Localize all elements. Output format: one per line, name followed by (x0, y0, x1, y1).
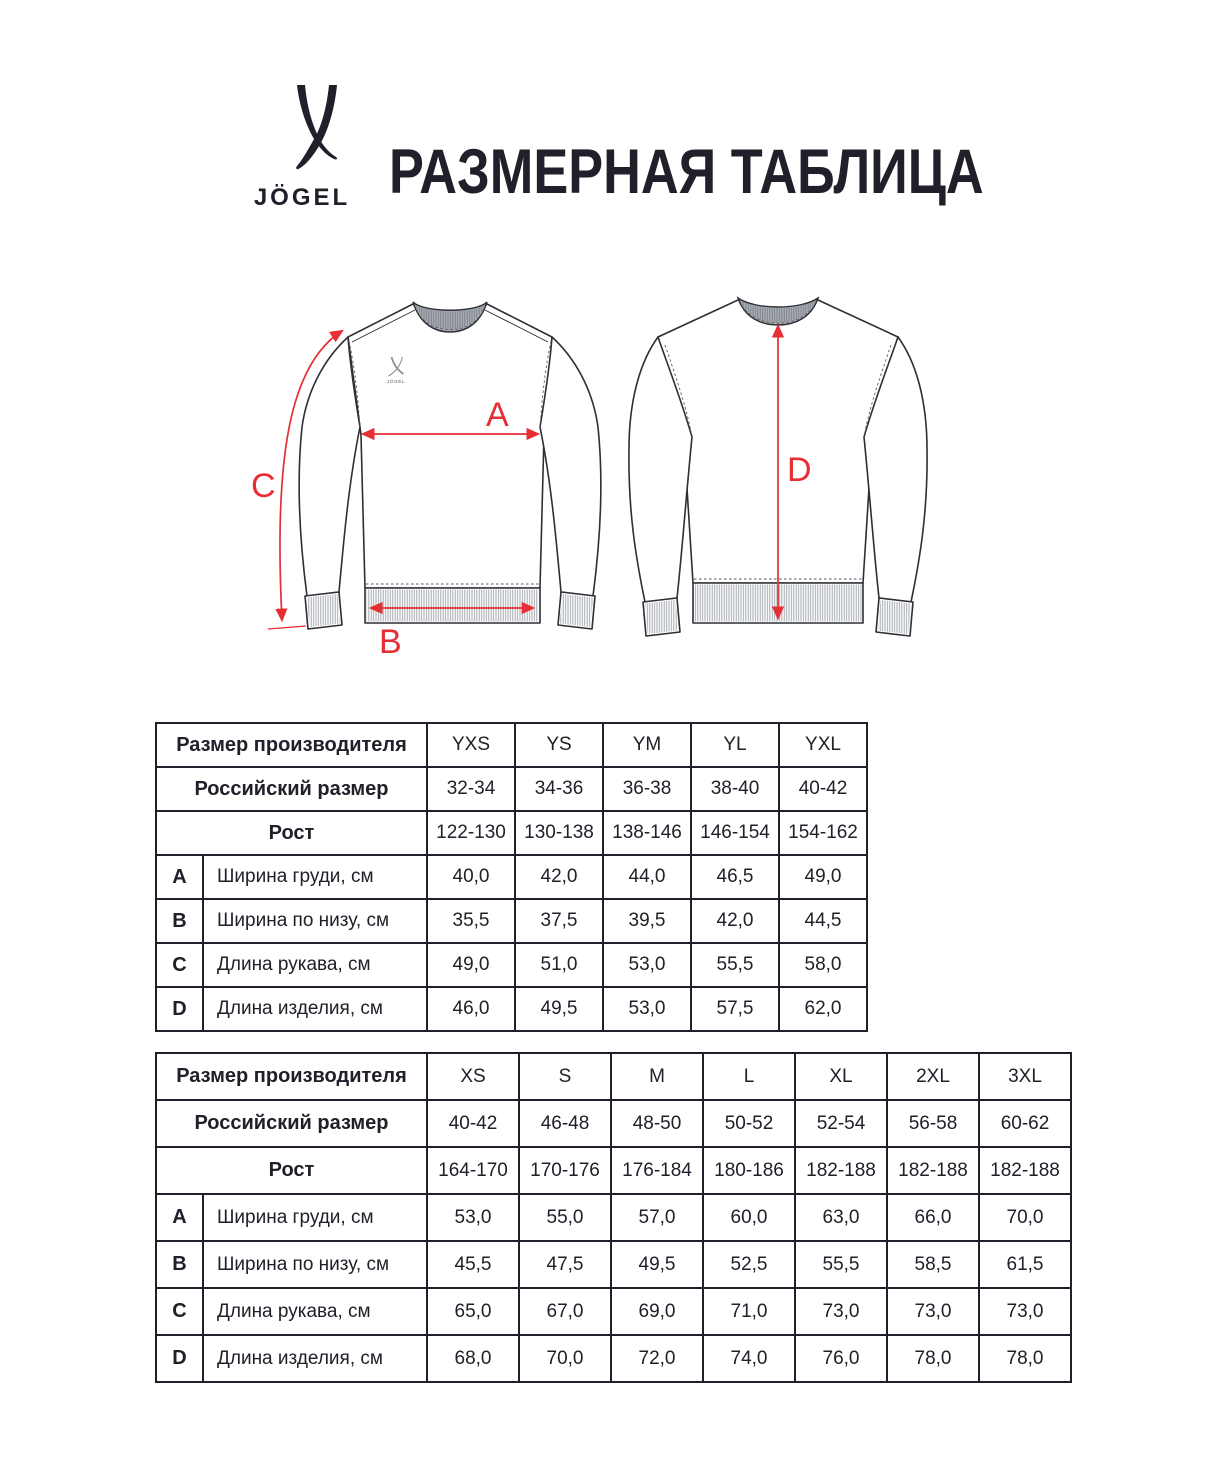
size-value-cell: YS (515, 723, 603, 767)
front-body (348, 304, 552, 588)
size-table-adult (155, 1052, 1072, 1383)
size-value-cell: 130-138 (515, 811, 603, 855)
measure-letter-cell: B (156, 1241, 203, 1288)
arrow-c-tick (268, 626, 306, 629)
measure-value-cell: 46,0 (427, 987, 515, 1031)
measure-row (156, 1241, 1071, 1288)
measure-value-cell: 69,0 (611, 1288, 703, 1335)
measure-value-cell: 57,5 (691, 987, 779, 1031)
size-value-cell: XL (795, 1053, 887, 1100)
measure-value-cell: 76,0 (795, 1335, 887, 1382)
measure-value-cell: 55,5 (795, 1241, 887, 1288)
measure-value-cell: 68,0 (427, 1335, 519, 1382)
size-value-cell: 34-36 (515, 767, 603, 811)
measure-label-cell: Ширина по низу, см (203, 1241, 427, 1288)
size-value-cell: 56-58 (887, 1100, 979, 1147)
measure-row (156, 1335, 1071, 1382)
measure-value-cell: 67,0 (519, 1288, 611, 1335)
measure-value-cell: 35,5 (427, 899, 515, 943)
size-value-cell: 50-52 (703, 1100, 795, 1147)
measure-row (156, 855, 867, 899)
size-value-cell: 138-146 (603, 811, 691, 855)
size-table-youth (155, 722, 868, 1032)
header-row (156, 1053, 1071, 1100)
measure-label-cell: Длина изделия, см (203, 987, 427, 1031)
size-value-cell: 48-50 (611, 1100, 703, 1147)
header-row (156, 723, 867, 767)
size-value-cell: YXS (427, 723, 515, 767)
size-value-cell: YM (603, 723, 691, 767)
header-row (156, 811, 867, 855)
measure-value-cell: 58,0 (779, 943, 867, 987)
size-value-cell: 2XL (887, 1053, 979, 1100)
measure-value-cell: 74,0 (703, 1335, 795, 1382)
size-value-cell: 182-188 (887, 1147, 979, 1194)
measure-value-cell: 73,0 (795, 1288, 887, 1335)
back-view-diagram (615, 285, 935, 650)
measure-value-cell: 57,0 (611, 1194, 703, 1241)
row-label-cell: Российский размер (156, 767, 427, 811)
measure-value-cell: 62,0 (779, 987, 867, 1031)
measure-value-cell: 53,0 (603, 987, 691, 1031)
measure-label-cell: Ширина груди, см (203, 1194, 427, 1241)
measure-value-cell: 53,0 (427, 1194, 519, 1241)
measure-value-cell: 60,0 (703, 1194, 795, 1241)
measure-value-cell: 66,0 (887, 1194, 979, 1241)
measure-letter-cell: D (156, 1335, 203, 1382)
size-value-cell: 40-42 (427, 1100, 519, 1147)
measure-value-cell: 52,5 (703, 1241, 795, 1288)
row-label-cell: Размер производителя (156, 1053, 427, 1100)
measure-value-cell: 53,0 (603, 943, 691, 987)
measure-row (156, 899, 867, 943)
size-value-cell: 3XL (979, 1053, 1071, 1100)
size-value-cell: 38-40 (691, 767, 779, 811)
size-value-cell: 164-170 (427, 1147, 519, 1194)
size-value-cell: 40-42 (779, 767, 867, 811)
measure-letter-cell: A (156, 1194, 203, 1241)
size-value-cell: 180-186 (703, 1147, 795, 1194)
measure-label-cell: Длина рукава, см (203, 1288, 427, 1335)
jogel-logo-icon (295, 85, 339, 177)
row-label-cell: Рост (156, 1147, 427, 1194)
size-value-cell: 60-62 (979, 1100, 1071, 1147)
measure-value-cell: 55,0 (519, 1194, 611, 1241)
chest-logo-text: JÖGEL (386, 380, 406, 385)
size-value-cell: L (703, 1053, 795, 1100)
header-row (156, 1100, 1071, 1147)
measure-letter-cell: A (156, 855, 203, 899)
size-value-cell: M (611, 1053, 703, 1100)
measure-letter-cell: C (156, 1288, 203, 1335)
measure-value-cell: 46,5 (691, 855, 779, 899)
measure-value-cell: 40,0 (427, 855, 515, 899)
measure-label-cell: Ширина по низу, см (203, 899, 427, 943)
measure-value-cell: 73,0 (979, 1288, 1071, 1335)
size-value-cell: 146-154 (691, 811, 779, 855)
brand-wordmark: JÖGEL (253, 184, 351, 211)
size-value-cell: YL (691, 723, 779, 767)
size-value-cell: 46-48 (519, 1100, 611, 1147)
measure-value-cell: 44,5 (779, 899, 867, 943)
label-a: A (486, 396, 509, 434)
size-value-cell: 182-188 (795, 1147, 887, 1194)
label-d: D (787, 451, 812, 489)
size-value-cell: 32-34 (427, 767, 515, 811)
size-value-cell: 176-184 (611, 1147, 703, 1194)
measure-value-cell: 73,0 (887, 1288, 979, 1335)
measure-value-cell: 61,5 (979, 1241, 1071, 1288)
row-label-cell: Российский размер (156, 1100, 427, 1147)
measure-value-cell: 78,0 (979, 1335, 1071, 1382)
measure-value-cell: 65,0 (427, 1288, 519, 1335)
size-value-cell: 122-130 (427, 811, 515, 855)
measure-value-cell: 47,5 (519, 1241, 611, 1288)
label-c: C (251, 467, 276, 505)
measure-value-cell: 42,0 (515, 855, 603, 899)
measure-value-cell: 71,0 (703, 1288, 795, 1335)
measure-value-cell: 44,0 (603, 855, 691, 899)
measure-label-cell: Длина изделия, см (203, 1335, 427, 1382)
size-value-cell: XS (427, 1053, 519, 1100)
measure-row (156, 943, 867, 987)
header-row (156, 767, 867, 811)
row-label-cell: Размер производителя (156, 723, 427, 767)
measure-value-cell: 45,5 (427, 1241, 519, 1288)
measure-row (156, 1288, 1071, 1335)
front-view-diagram (250, 285, 610, 655)
measure-value-cell: 49,0 (779, 855, 867, 899)
measure-value-cell: 49,5 (611, 1241, 703, 1288)
size-value-cell: YXL (779, 723, 867, 767)
measure-letter-cell: D (156, 987, 203, 1031)
front-right-sleeve (540, 337, 601, 596)
measure-value-cell: 49,0 (427, 943, 515, 987)
measure-value-cell: 58,5 (887, 1241, 979, 1288)
size-value-cell: S (519, 1053, 611, 1100)
measure-label-cell: Длина рукава, см (203, 943, 427, 987)
size-value-cell: 36-38 (603, 767, 691, 811)
header-row (156, 1147, 1071, 1194)
row-label-cell: Рост (156, 811, 427, 855)
measure-value-cell: 49,5 (515, 987, 603, 1031)
measure-value-cell: 70,0 (519, 1335, 611, 1382)
measure-value-cell: 78,0 (887, 1335, 979, 1382)
page-title: РАЗМЕРНАЯ ТАБЛИЦА (389, 137, 984, 208)
front-left-sleeve (299, 337, 360, 596)
measure-letter-cell: B (156, 899, 203, 943)
measure-value-cell: 72,0 (611, 1335, 703, 1382)
size-value-cell: 52-54 (795, 1100, 887, 1147)
measure-letter-cell: C (156, 943, 203, 987)
measure-value-cell: 39,5 (603, 899, 691, 943)
measure-value-cell: 42,0 (691, 899, 779, 943)
measure-value-cell: 37,5 (515, 899, 603, 943)
size-value-cell: 154-162 (779, 811, 867, 855)
size-value-cell: 182-188 (979, 1147, 1071, 1194)
size-value-cell: 170-176 (519, 1147, 611, 1194)
measure-row (156, 987, 867, 1031)
measure-value-cell: 55,5 (691, 943, 779, 987)
label-b: B (379, 623, 402, 655)
measure-value-cell: 70,0 (979, 1194, 1071, 1241)
measure-row (156, 1194, 1071, 1241)
measure-value-cell: 51,0 (515, 943, 603, 987)
measure-value-cell: 63,0 (795, 1194, 887, 1241)
measure-label-cell: Ширина груди, см (203, 855, 427, 899)
